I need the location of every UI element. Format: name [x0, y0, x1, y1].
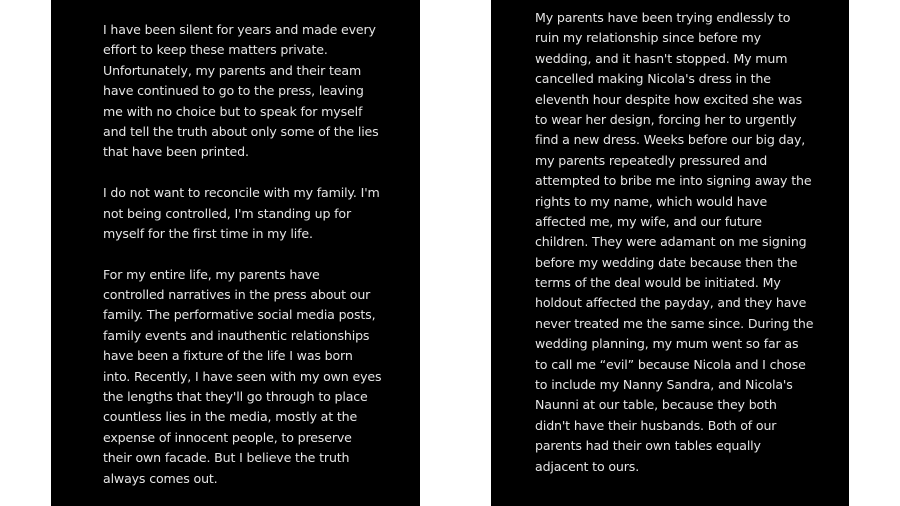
statement-text-right	[535, 8, 835, 477]
paragraph-narratives	[103, 265, 403, 489]
text-line: adjacent to ours.	[535, 458, 640, 474]
text-line: me with no choice but to speak for myself	[103, 103, 363, 119]
text-line: before my wedding date because then the	[535, 254, 798, 270]
text-line: I do not want to reconcile with my family. I'm	[103, 185, 380, 201]
text-line: wedding, and it hasn't stopped. My mum	[535, 50, 788, 66]
text-line: cancelled making Nicola's dress in the	[535, 71, 771, 87]
text-line: always comes out.	[103, 470, 218, 486]
text-line: have been a fixture of the life I was born	[103, 348, 353, 364]
text-line: that have been printed.	[103, 144, 249, 160]
text-line: not being controlled, I'm standing up for	[103, 205, 352, 221]
text-line: controlled narratives in the press about our	[103, 287, 371, 303]
text-line: I have been silent for years and made every	[103, 22, 376, 37]
text-line: affected me, my wife, and our future	[535, 213, 762, 229]
text-line: didn't have their husbands. Both of our	[535, 417, 777, 433]
text-line: children. They were adamant on me signing	[535, 234, 807, 250]
text-line: and tell the truth about only some of the lies	[103, 123, 379, 139]
text-line: to call me “evil” because Nicola and I chose	[535, 356, 806, 372]
text-line: eleventh hour despite how excited she was	[535, 91, 803, 107]
text-line: effort to keep these matters private.	[103, 42, 328, 58]
text-line: have continued to go to the press, leaving	[103, 83, 364, 99]
text-line: countless lies in the media, mostly at the	[103, 409, 358, 425]
paragraph-spacer	[103, 244, 403, 264]
text-line: rights to my name, which would have	[535, 193, 768, 209]
text-line: their own facade. But I believe the truth	[103, 450, 350, 466]
paragraph-spacer	[103, 163, 403, 183]
text-line: the lengths that they'll go through to place	[103, 389, 368, 405]
text-line: never treated me the same since. During the	[535, 315, 814, 331]
paragraph-wedding	[535, 8, 835, 477]
text-line: Unfortunately, my parents and their team	[103, 62, 362, 78]
text-line: holdout affected the payday, and they have	[535, 295, 807, 311]
text-line: find a new dress. Weeks before our big day,	[535, 132, 806, 148]
statement-text-left	[103, 20, 403, 489]
text-line: parents had their own tables equally	[535, 438, 761, 454]
paragraph-silence	[103, 20, 403, 163]
text-line: attempted to bribe me into signing away the	[535, 173, 812, 189]
text-line: Naunni at our table, because they both	[535, 397, 777, 413]
text-line: to wear her design, forcing her to urgently	[535, 111, 797, 127]
text-line: into. Recently, I have seen with my own eyes	[103, 368, 382, 384]
text-line: wedding planning, my mum went so far as	[535, 336, 799, 352]
statement-page-right	[491, 0, 849, 506]
text-line: ruin my relationship since before my	[535, 30, 761, 46]
text-line: myself for the first time in my life.	[103, 225, 313, 241]
statement-page-left	[51, 0, 420, 506]
text-line: family. The performative social media posts,	[103, 307, 376, 323]
paragraph-reconcile	[103, 183, 403, 244]
text-line: For my entire life, my parents have	[103, 266, 320, 282]
text-line: to include my Nanny Sandra, and Nicola's	[535, 377, 793, 393]
text-line: my parents repeatedly pressured and	[535, 152, 768, 168]
text-line: expense of innocent people, to preserve	[103, 429, 352, 445]
text-line: terms of the deal would be initiated. My	[535, 275, 781, 291]
text-line: My parents have been trying endlessly to	[535, 10, 791, 25]
text-line: family events and inauthentic relationships	[103, 327, 370, 343]
